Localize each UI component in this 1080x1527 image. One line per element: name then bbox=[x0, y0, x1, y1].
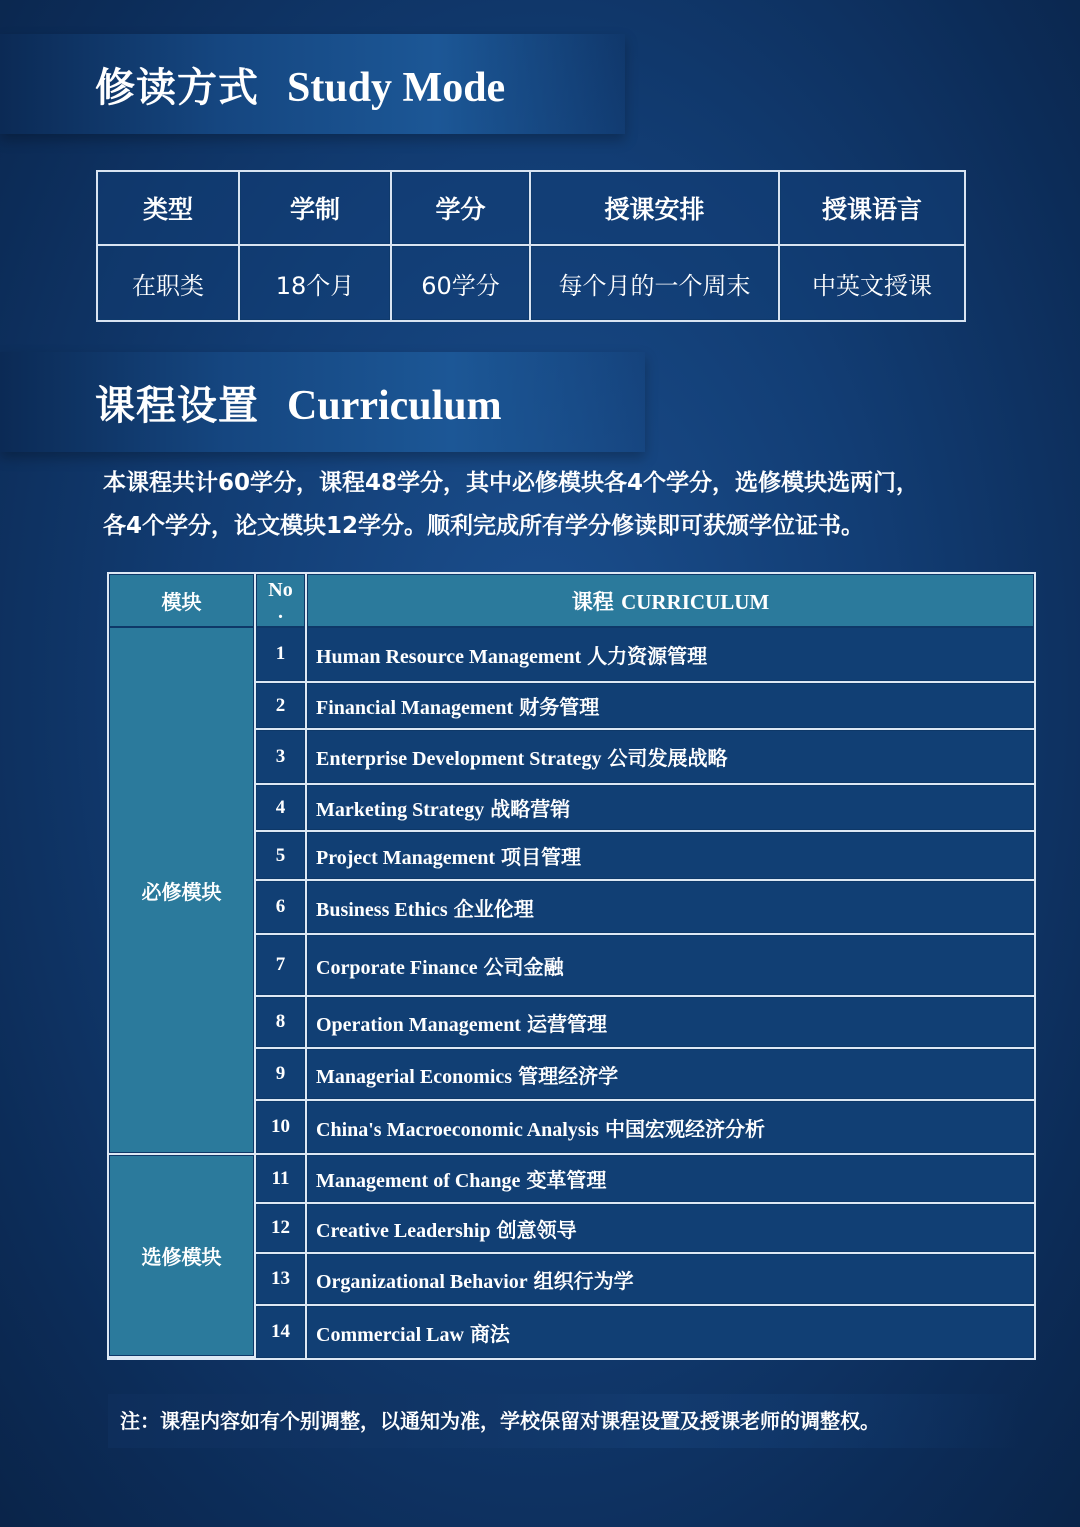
course-number: 14 bbox=[256, 1306, 307, 1358]
course-name bbox=[307, 1049, 1034, 1101]
value-type: 在职类 bbox=[97, 245, 239, 321]
intro-line-1: 本课程共计60学分，课程48学分，其中必修模块各4个学分，选修模块选两门， bbox=[103, 470, 920, 496]
course-name-en: Corporate Finance bbox=[316, 956, 478, 979]
curriculum-table bbox=[107, 572, 1036, 1360]
course-number: 8 bbox=[256, 997, 307, 1049]
course-number: 6 bbox=[256, 881, 307, 935]
course-number: 10 bbox=[256, 1101, 307, 1155]
course-number: 11 bbox=[256, 1155, 307, 1204]
header-schedule: 授课安排 bbox=[530, 171, 779, 245]
course-name-en: Business Ethics bbox=[316, 898, 448, 921]
course-name-en: Human Resource Management bbox=[316, 645, 582, 668]
course-name bbox=[307, 785, 1034, 832]
course-number: 12 bbox=[256, 1204, 307, 1254]
course-name-en: Commercial Law bbox=[316, 1323, 464, 1346]
course-name-en: Enterprise Development Strategy bbox=[316, 748, 602, 770]
course-name bbox=[307, 627, 1034, 683]
curriculum-row bbox=[109, 627, 1034, 683]
course-name-zh: 组织行为学 bbox=[533, 1268, 634, 1293]
curriculum-header-row bbox=[109, 574, 1034, 627]
curriculum-banner bbox=[0, 352, 645, 452]
header-module: 模块 bbox=[109, 574, 256, 627]
course-name-zh: 运营管理 bbox=[526, 1011, 607, 1036]
value-credits: 60学分 bbox=[391, 245, 530, 321]
header-type: 类型 bbox=[97, 171, 239, 245]
course-name bbox=[307, 832, 1034, 881]
course-number: 9 bbox=[256, 1049, 307, 1101]
header-no-text: No bbox=[268, 578, 293, 601]
course-name-en: Management of Change bbox=[316, 1170, 521, 1192]
course-name-en: Creative Leadership bbox=[316, 1219, 491, 1242]
course-name-zh: 人力资源管理 bbox=[587, 643, 708, 668]
course-number: 5 bbox=[256, 832, 307, 881]
value-schedule: 每个月的一个周末 bbox=[530, 245, 779, 321]
course-name bbox=[307, 997, 1034, 1049]
course-name-en: Financial Management bbox=[316, 697, 514, 719]
header-course-en: CURRICULUM bbox=[621, 589, 770, 614]
course-name-zh: 管理经济学 bbox=[518, 1063, 619, 1088]
header-credits: 学分 bbox=[391, 171, 530, 245]
course-name bbox=[307, 1306, 1034, 1358]
course-name bbox=[307, 935, 1034, 997]
header-duration: 学制 bbox=[239, 171, 391, 245]
course-name bbox=[307, 1204, 1034, 1254]
course-name-zh: 企业伦理 bbox=[453, 896, 534, 921]
value-duration: 18个月 bbox=[239, 245, 391, 321]
course-name-zh: 公司发展战略 bbox=[607, 746, 728, 770]
course-number: 7 bbox=[256, 935, 307, 997]
study-mode-title-zh: 修读方式 bbox=[95, 65, 259, 111]
course-name-en: Managerial Economics bbox=[316, 1065, 513, 1088]
course-name-en: China's Macroeconomic Analysis bbox=[316, 1118, 599, 1141]
header-language: 授课语言 bbox=[779, 171, 965, 245]
course-name bbox=[307, 730, 1034, 785]
course-number: 3 bbox=[256, 730, 307, 785]
course-name-en: Organizational Behavior bbox=[316, 1270, 528, 1293]
footnote: 注：课程内容如有个别调整，以通知为准，学校保留对课程设置及授课老师的调整权。 bbox=[108, 1394, 1020, 1448]
course-number: 13 bbox=[256, 1254, 307, 1306]
study-mode-banner bbox=[0, 34, 625, 134]
course-name bbox=[307, 881, 1034, 935]
header-course bbox=[307, 574, 1034, 627]
curriculum-heading bbox=[95, 374, 502, 431]
study-mode-title-en: Study Mode bbox=[287, 65, 506, 111]
header-course-zh: 课程 bbox=[571, 589, 614, 614]
course-name bbox=[307, 1254, 1034, 1306]
course-name-en: Project Management bbox=[316, 847, 496, 869]
curriculum-title-en: Curriculum bbox=[287, 383, 502, 429]
course-name-zh: 变革管理 bbox=[526, 1168, 607, 1192]
course-name-zh: 公司金融 bbox=[483, 954, 564, 979]
course-name-zh: 商法 bbox=[469, 1321, 510, 1346]
course-number: 1 bbox=[256, 627, 307, 683]
course-name-en: Operation Management bbox=[316, 1013, 521, 1036]
course-name-zh: 项目管理 bbox=[501, 845, 582, 869]
course-number: 4 bbox=[256, 785, 307, 832]
course-name-en: Marketing Strategy bbox=[316, 799, 485, 821]
curriculum-title-zh: 课程设置 bbox=[95, 383, 259, 429]
course-name-zh: 财务管理 bbox=[519, 695, 600, 719]
study-mode-table bbox=[96, 170, 966, 322]
study-mode-heading bbox=[95, 56, 505, 113]
header-no bbox=[256, 574, 307, 627]
course-name bbox=[307, 1155, 1034, 1204]
course-name bbox=[307, 1101, 1034, 1155]
header-no-dot: . bbox=[278, 600, 283, 623]
study-mode-value-row bbox=[97, 245, 965, 321]
course-name-zh: 战略营销 bbox=[490, 797, 571, 821]
module-required: 必修模块 bbox=[109, 627, 256, 1155]
curriculum-intro bbox=[103, 462, 1023, 548]
course-name-zh: 中国宏观经济分析 bbox=[604, 1116, 765, 1141]
value-language: 中英文授课 bbox=[779, 245, 965, 321]
course-name bbox=[307, 683, 1034, 730]
study-mode-header-row bbox=[97, 171, 965, 245]
course-name-zh: 创意领导 bbox=[496, 1217, 577, 1242]
module-elective: 选修模块 bbox=[109, 1155, 256, 1358]
course-number: 2 bbox=[256, 683, 307, 730]
curriculum-row bbox=[109, 1155, 1034, 1204]
intro-line-2: 各4个学分，论文模块12学分。顺利完成所有学分修读即可获颁学位证书。 bbox=[103, 513, 865, 539]
